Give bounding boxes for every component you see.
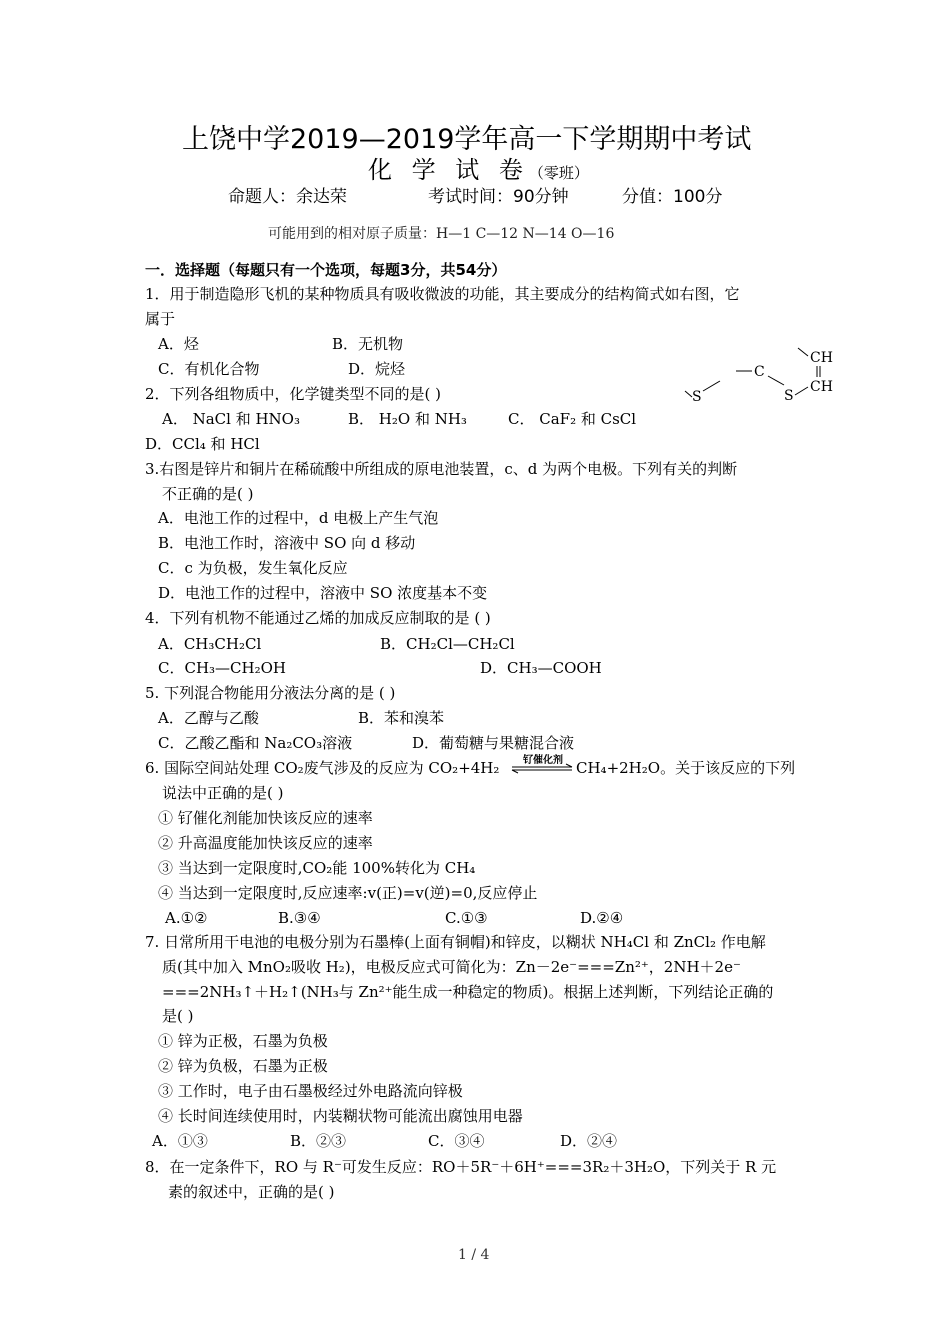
bond-s-c [703, 381, 720, 391]
q3-option-d: D．电池工作的过程中，溶液中 SO 浓度基本不变 [158, 584, 488, 602]
exam-time: 考试时间：90分钟 [428, 187, 569, 207]
bond-left-s [685, 391, 692, 397]
q1-option-d: D．烷烃 [348, 360, 406, 378]
atom-ch-top: CH [810, 350, 833, 366]
q6-option-c: C.①③ [445, 909, 488, 927]
q7-option-d: D．②④ [560, 1132, 618, 1150]
q2-stem: 2．下列各组物质中，化学键类型不同的是( ) [145, 385, 442, 403]
q1-option-c: C．有机化合物 [158, 360, 260, 378]
q7-statement-3: ③ 工作时，电子由石墨极经过外电路流向锌极 [158, 1082, 463, 1100]
q2-option-d: D．CCl₄ 和 HCl [145, 435, 260, 453]
q8-stem-line1: 8．在一定条件下，RO 与 R⁻可发生反应：RO＋5R⁻＋6H⁺===3R₂＋3H₂O，下列关于 R 元 [145, 1158, 777, 1176]
q2-option-b: B． H₂O 和 NH₃ [348, 410, 467, 428]
q2-option-a: A． NaCl 和 HNO₃ [162, 410, 300, 428]
q4-option-b: B．CH₂Cl—CH₂Cl [380, 635, 515, 653]
q4-option-a: A．CH₃CH₂Cl [158, 635, 262, 653]
q7-option-c: C．③④ [428, 1132, 485, 1150]
q1-structure-formula [680, 345, 840, 415]
exam-author: 命题人：余达荣 [228, 187, 347, 207]
q4-option-c: C．CH₃—CH₂OH [158, 659, 286, 677]
q5-option-b: B．苯和溴苯 [358, 709, 445, 727]
q7-statement-1: ① 锌为正极，石墨为负极 [158, 1032, 328, 1050]
q6-stem-post: CH₄+2H₂O。关于该反应的下列 [576, 759, 796, 777]
q4-stem: 4．下列有机物不能通过乙烯的加成反应制取的是 ( ) [145, 609, 491, 627]
atom-s-right: S [784, 388, 794, 404]
q6-stem-pre: 6. 国际空间站处理 CO₂废气涉及的反应为 CO₂+4H₂ [145, 759, 500, 777]
q1-option-b: B．无机物 [332, 335, 404, 353]
subtitle-note: （零班） [528, 164, 589, 182]
catalyst-label: 钌催化剂 [523, 755, 563, 766]
q6-option-a: A.①② [165, 909, 208, 927]
subtitle-main: 化 学 试 卷 [368, 156, 529, 184]
q1-stem-line1: 1．用于制造隐形飞机的某种物质具有吸收微波的功能，其主要成分的结构简式如右图，它 [145, 285, 740, 303]
atom-ch-bottom: CH [810, 379, 833, 395]
exam-subtitle [368, 155, 589, 188]
q7-statement-2: ② 锌为负极，石墨为正极 [158, 1057, 328, 1075]
q3-option-b: B．电池工作时，溶液中 SO 向 d 移动 [158, 534, 416, 552]
q3-option-a: A．电池工作的过程中，d 电极上产生气泡 [158, 509, 439, 527]
q6-statement-1: ① 钌催化剂能加快该反应的速率 [158, 809, 373, 827]
section-title: 一．选择题（每题只有一个选项，每题3分，共54分） [145, 261, 507, 279]
page-number: 1 / 4 [458, 1247, 490, 1263]
q6-catalyst-arrow [510, 754, 576, 774]
bond-s-ch [795, 387, 808, 395]
q6-statement-4: ④ 当达到一定限度时,反应速率:v(正)=v(逆)=0,反应停止 [158, 884, 538, 902]
q7-option-b: B．②③ [290, 1132, 347, 1150]
q7-stem-line1: 7. 日常所用干电池的电极分别为石墨棒(上面有铜帽)和锌皮，以糊状 NH₄Cl 和 ZnCl₂ 作电解 [145, 933, 766, 951]
q4-option-d: D．CH₃—COOH [480, 659, 602, 677]
q6-statement-3: ③ 当达到一定限度时,CO₂能 100%转化为 CH₄ [158, 859, 476, 877]
q3-option-c: C．c 为负极，发生氧化反应 [158, 559, 348, 577]
q1-stem-line2: 属于 [145, 310, 176, 328]
q6-option-b: B.③④ [278, 909, 321, 927]
q8-stem-line2: 素的叙述中，正确的是( ) [168, 1183, 335, 1201]
q6-statement-2: ② 升高温度能加快该反应的速率 [158, 834, 373, 852]
atom-s-left: S [692, 389, 702, 405]
q3-stem-line1: 3.右图是锌片和铜片在稀硫酸中所组成的原电池装置，c、d 为两个电极。下列有关的判断 [145, 460, 738, 478]
exam-title: 上饶中学2019—2019学年高一下学期期中考试 [182, 124, 752, 155]
q7-stem-line4: 是( ) [162, 1007, 194, 1025]
q5-stem: 5. 下列混合物能用分液法分离的是 ( ) [145, 684, 396, 702]
q7-stem-line3: ===2NH₃↑＋H₂↑(NH₃与 Zn²⁺能生成一种稳定的物质)。根据上述判断，下列结论正确的 [162, 983, 774, 1001]
q5-option-a: A．乙醇与乙酸 [158, 709, 259, 727]
q6-stem-line2: 说法中正确的是( ) [162, 784, 284, 802]
atom-c: C [754, 364, 765, 380]
q7-stem-line2: 质(其中加入 MnO₂吸收 H₂)，电极反应式可简化为：Zn－2e⁻===Zn²⁺，2NH＋2e⁻ [162, 958, 741, 976]
q7-option-a: A．①③ [152, 1132, 208, 1150]
q5-option-d: D．葡萄糖与果糖混合液 [412, 734, 575, 752]
exam-score: 分值：100分 [622, 187, 723, 207]
bond-c-s [768, 376, 784, 385]
q1-option-a: A．烃 [158, 335, 199, 353]
q3-stem-line2: 不正确的是( ) [162, 485, 254, 503]
q6-option-d: D.②④ [580, 909, 624, 927]
bond-top-ch [798, 348, 808, 356]
atomic-masses: 可能用到的相对原子质量：H—1 C—12 N—14 O—16 [268, 226, 615, 242]
q5-option-c: C．乙酸乙酯和 Na₂CO₃溶液 [158, 734, 353, 752]
q7-statement-4: ④ 长时间连续使用时，内装糊状物可能流出腐蚀用电器 [158, 1107, 523, 1125]
q2-option-c: C． CaF₂ 和 CsCl [508, 410, 637, 428]
